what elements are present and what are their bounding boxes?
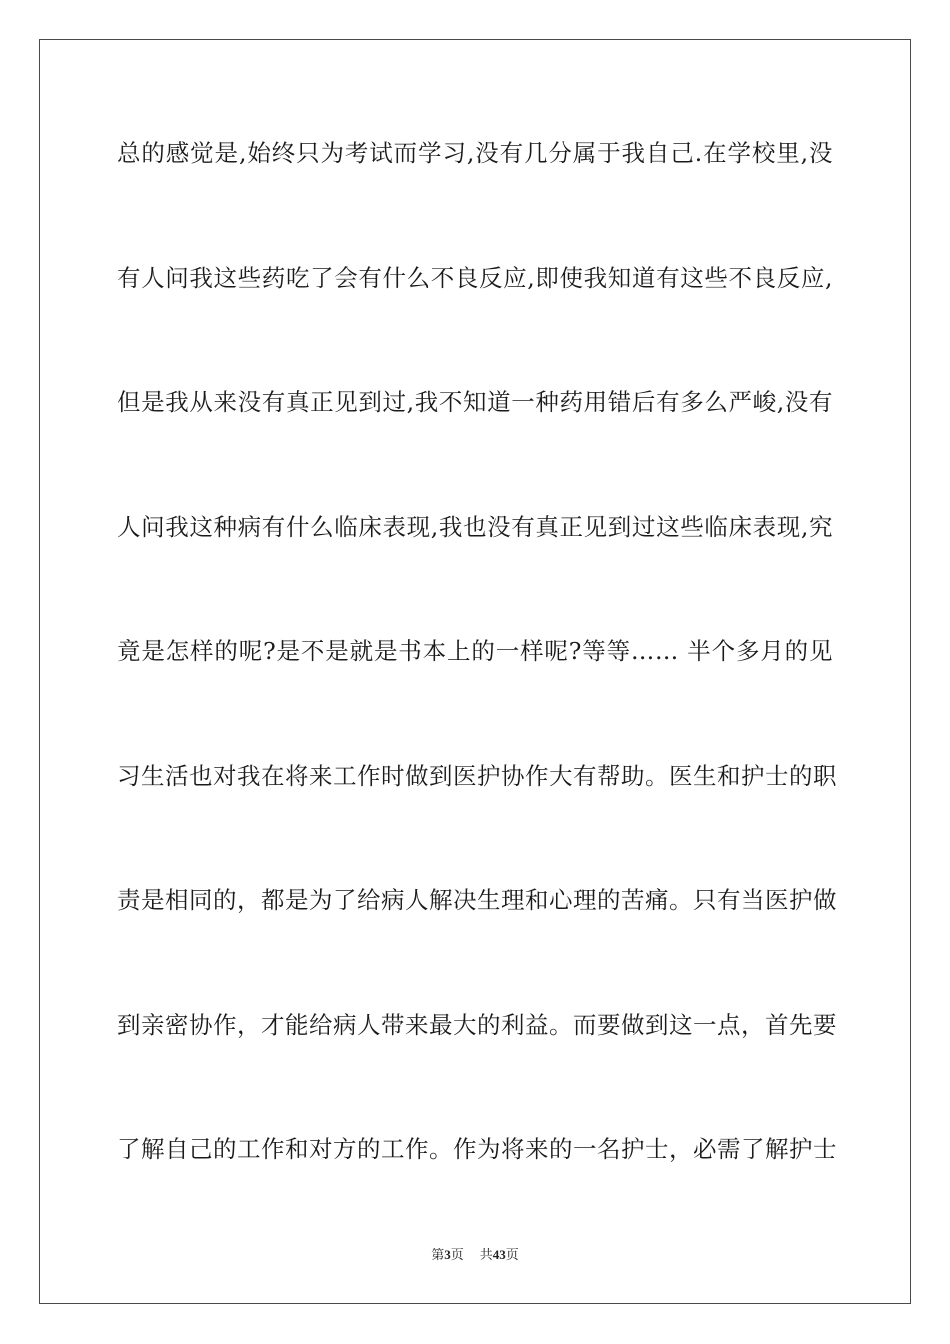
total-prefix: 共: [479, 1247, 493, 1262]
page-suffix: 页: [450, 1247, 464, 1262]
text-line: 到亲密协作，才能给病人带来最大的利益。而要做到这一点，首先要: [117, 1010, 837, 1039]
page-number: 3: [444, 1247, 451, 1262]
text-line: 了解自己的工作和对方的工作。作为将来的一名护士，必需了解护士: [117, 1135, 837, 1163]
page-indicator: [431, 1247, 464, 1262]
text-line: 有人问我这些药吃了会有什么不良反应,即使我知道有这些不良反应,: [117, 263, 833, 292]
page-footer: [0, 1245, 950, 1265]
text-line: 竟是怎样的呢?是不是就是书本上的一样呢?等等…… 半个多月的见: [117, 637, 833, 665]
total-suffix: 页: [505, 1247, 519, 1262]
text-line: 但是我从来没有真正见到过,我不知道一种药用错后有多么严峻,没有: [117, 388, 833, 416]
document-body: [117, 126, 837, 1247]
text-line: 责是相同的，都是为了给病人解决生理和心理的苦痛。只有当医护做: [117, 886, 837, 914]
text-line: 人问我这种病有什么临床表现,我也没有真正见到过这些临床表现,究: [117, 512, 833, 541]
page-prefix: 第: [431, 1247, 445, 1262]
text-line: 习生活也对我在将来工作时做到医护协作大有帮助。医生和护士的职: [117, 761, 837, 790]
total-pages-indicator: [480, 1247, 519, 1262]
total-pages: 43: [492, 1247, 506, 1262]
text-line: 总的感觉是,始终只为考试而学习,没有几分属于我自己.在学校里,没: [117, 139, 833, 167]
